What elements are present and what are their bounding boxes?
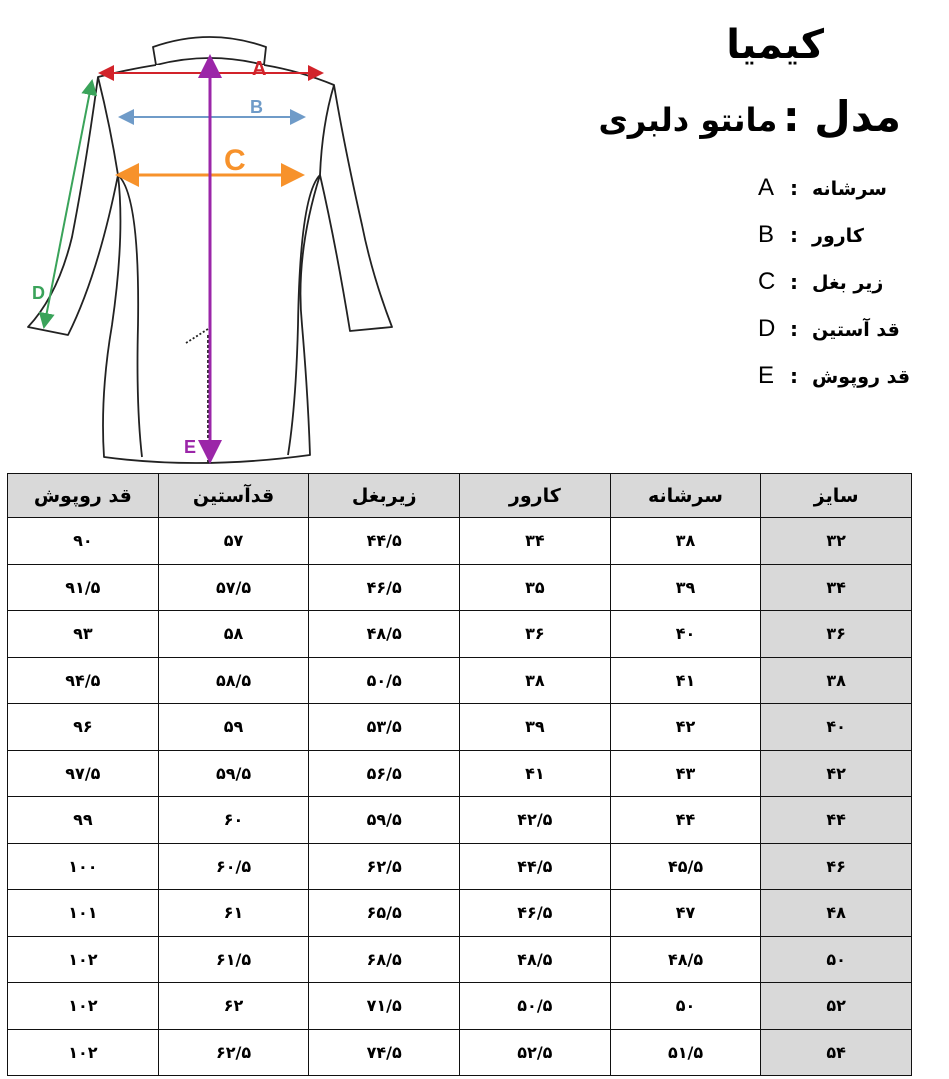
- table-cell: ۶۱: [158, 890, 309, 937]
- size-cell: ۳۶: [761, 611, 912, 658]
- table-cell: ۵۹: [158, 704, 309, 751]
- model-name: مانتو دلبری: [598, 101, 778, 139]
- table-cell: ۵۰: [610, 983, 761, 1030]
- table-row: [8, 983, 912, 1030]
- table-row: [8, 890, 912, 937]
- table-cell: ۱۰۲: [8, 1029, 159, 1076]
- table-cell: ۵۰/۵: [309, 657, 460, 704]
- table-cell: ۴۵/۵: [610, 843, 761, 890]
- table-cell: ۴۷: [610, 890, 761, 937]
- table-row: [8, 936, 912, 983]
- table-cell: ۴۶/۵: [460, 890, 611, 937]
- legend-term: زیر بغل: [812, 272, 884, 294]
- table-row: [8, 564, 912, 611]
- legend-code: E: [758, 362, 775, 389]
- diagram-label-a: A: [252, 58, 267, 80]
- size-cell: ۴۰: [761, 704, 912, 751]
- table-cell: ۴۴: [610, 797, 761, 844]
- table-cell: ۵۷/۵: [158, 564, 309, 611]
- table-cell: ۶۲: [158, 983, 309, 1030]
- table-cell: ۹۹: [8, 797, 159, 844]
- table-cell: ۳۶: [460, 611, 611, 658]
- legend-row-e: [750, 358, 940, 405]
- model-label: مدل :: [782, 92, 901, 141]
- table-cell: ۹۰: [8, 518, 159, 565]
- table-cell: ۳۸: [610, 518, 761, 565]
- size-cell: ۴۶: [761, 843, 912, 890]
- table-row: [8, 611, 912, 658]
- legend-code: D: [758, 315, 776, 342]
- table-row: [8, 518, 912, 565]
- size-cell: ۵۴: [761, 1029, 912, 1076]
- table-row: [8, 704, 912, 751]
- table-cell: ۳۵: [460, 564, 611, 611]
- table-cell: ۳۴: [460, 518, 611, 565]
- table-cell: ۴۱: [610, 657, 761, 704]
- table-cell: ۴۸/۵: [460, 936, 611, 983]
- table-cell: ۵۶/۵: [309, 750, 460, 797]
- size-cell: ۳۲: [761, 518, 912, 565]
- legend-term: قد آستین: [812, 319, 900, 341]
- diagram-label-b: B: [250, 97, 263, 117]
- legend-term: سرشانه: [812, 178, 887, 200]
- brand-title: کیمیا: [726, 22, 824, 68]
- legend-row-d: [750, 311, 940, 358]
- table-cell: ۷۱/۵: [309, 983, 460, 1030]
- table-cell: ۳۸: [460, 657, 611, 704]
- diagram-label-d: D: [32, 283, 45, 303]
- table-cell: ۵۷: [158, 518, 309, 565]
- legend-term: کارور: [812, 225, 864, 247]
- legend-code: A: [758, 174, 775, 201]
- legend-colon: :: [790, 176, 798, 200]
- table-cell: ۵۰/۵: [460, 983, 611, 1030]
- legend-row-c: [750, 264, 940, 311]
- size-cell: ۳۴: [761, 564, 912, 611]
- table-header-row: [8, 474, 912, 518]
- table-cell: ۴۳: [610, 750, 761, 797]
- table-cell: ۴۴/۵: [309, 518, 460, 565]
- table-cell: ۴۴/۵: [460, 843, 611, 890]
- table-cell: ۴۱: [460, 750, 611, 797]
- size-cell: ۴۴: [761, 797, 912, 844]
- model-line: [598, 92, 901, 141]
- table-row: [8, 657, 912, 704]
- size-cell: ۵۰: [761, 936, 912, 983]
- table-cell: ۱۰۲: [8, 936, 159, 983]
- table-cell: ۶۲/۵: [158, 1029, 309, 1076]
- legend-code: C: [758, 268, 776, 295]
- size-cell: ۴۲: [761, 750, 912, 797]
- table-cell: ۹۱/۵: [8, 564, 159, 611]
- table-cell: ۹۷/۵: [8, 750, 159, 797]
- table-cell: ۵۱/۵: [610, 1029, 761, 1076]
- table-cell: ۵۸: [158, 611, 309, 658]
- legend-colon: :: [790, 270, 798, 294]
- coat-measurement-diagram: [20, 25, 400, 470]
- table-cell: ۷۴/۵: [309, 1029, 460, 1076]
- table-cell: ۵۹/۵: [158, 750, 309, 797]
- table-cell: ۶۰: [158, 797, 309, 844]
- legend-row-b: [750, 217, 940, 264]
- measurement-legend: [750, 170, 940, 405]
- table-cell: ۴۸/۵: [309, 611, 460, 658]
- header-coat-length: قد روپوش: [8, 474, 159, 518]
- table-cell: ۴۰: [610, 611, 761, 658]
- table-row: [8, 750, 912, 797]
- table-cell: ۹۴/۵: [8, 657, 159, 704]
- table-cell: ۹۳: [8, 611, 159, 658]
- legend-row-a: [750, 170, 940, 217]
- table-cell: ۱۰۲: [8, 983, 159, 1030]
- table-cell: ۶۲/۵: [309, 843, 460, 890]
- table-cell: ۶۱/۵: [158, 936, 309, 983]
- table-row: [8, 797, 912, 844]
- table-cell: ۴۲: [610, 704, 761, 751]
- table-row: [8, 1029, 912, 1076]
- legend-colon: :: [790, 223, 798, 247]
- table-cell: ۵۳/۵: [309, 704, 460, 751]
- legend-colon: :: [790, 317, 798, 341]
- table-row: [8, 843, 912, 890]
- size-chart-table: [7, 473, 912, 1076]
- table-cell: ۴۲/۵: [460, 797, 611, 844]
- table-cell: ۹۶: [8, 704, 159, 751]
- table-cell: ۵۲/۵: [460, 1029, 611, 1076]
- table-cell: ۵۹/۵: [309, 797, 460, 844]
- table-cell: ۴۶/۵: [309, 564, 460, 611]
- header-sleeve-length: قدآستین: [158, 474, 309, 518]
- table-cell: ۳۹: [460, 704, 611, 751]
- table-cell: ۶۸/۵: [309, 936, 460, 983]
- header-karvar: کارور: [460, 474, 611, 518]
- header-underarm: زیربغل: [309, 474, 460, 518]
- table-cell: ۱۰۰: [8, 843, 159, 890]
- table-cell: ۴۸/۵: [610, 936, 761, 983]
- table-cell: ۶۵/۵: [309, 890, 460, 937]
- diagram-label-c: C: [224, 144, 246, 177]
- table-cell: ۵۸/۵: [158, 657, 309, 704]
- table-cell: ۶۰/۵: [158, 843, 309, 890]
- diagram-label-e: E: [184, 437, 197, 457]
- header-size: سایز: [761, 474, 912, 518]
- size-cell: ۴۸: [761, 890, 912, 937]
- size-cell: ۳۸: [761, 657, 912, 704]
- legend-term: قد روپوش: [812, 366, 911, 388]
- legend-code: B: [758, 221, 775, 248]
- table-cell: ۳۹: [610, 564, 761, 611]
- header-shoulder: سرشانه: [610, 474, 761, 518]
- size-cell: ۵۲: [761, 983, 912, 1030]
- table-cell: ۱۰۱: [8, 890, 159, 937]
- legend-colon: :: [790, 364, 798, 388]
